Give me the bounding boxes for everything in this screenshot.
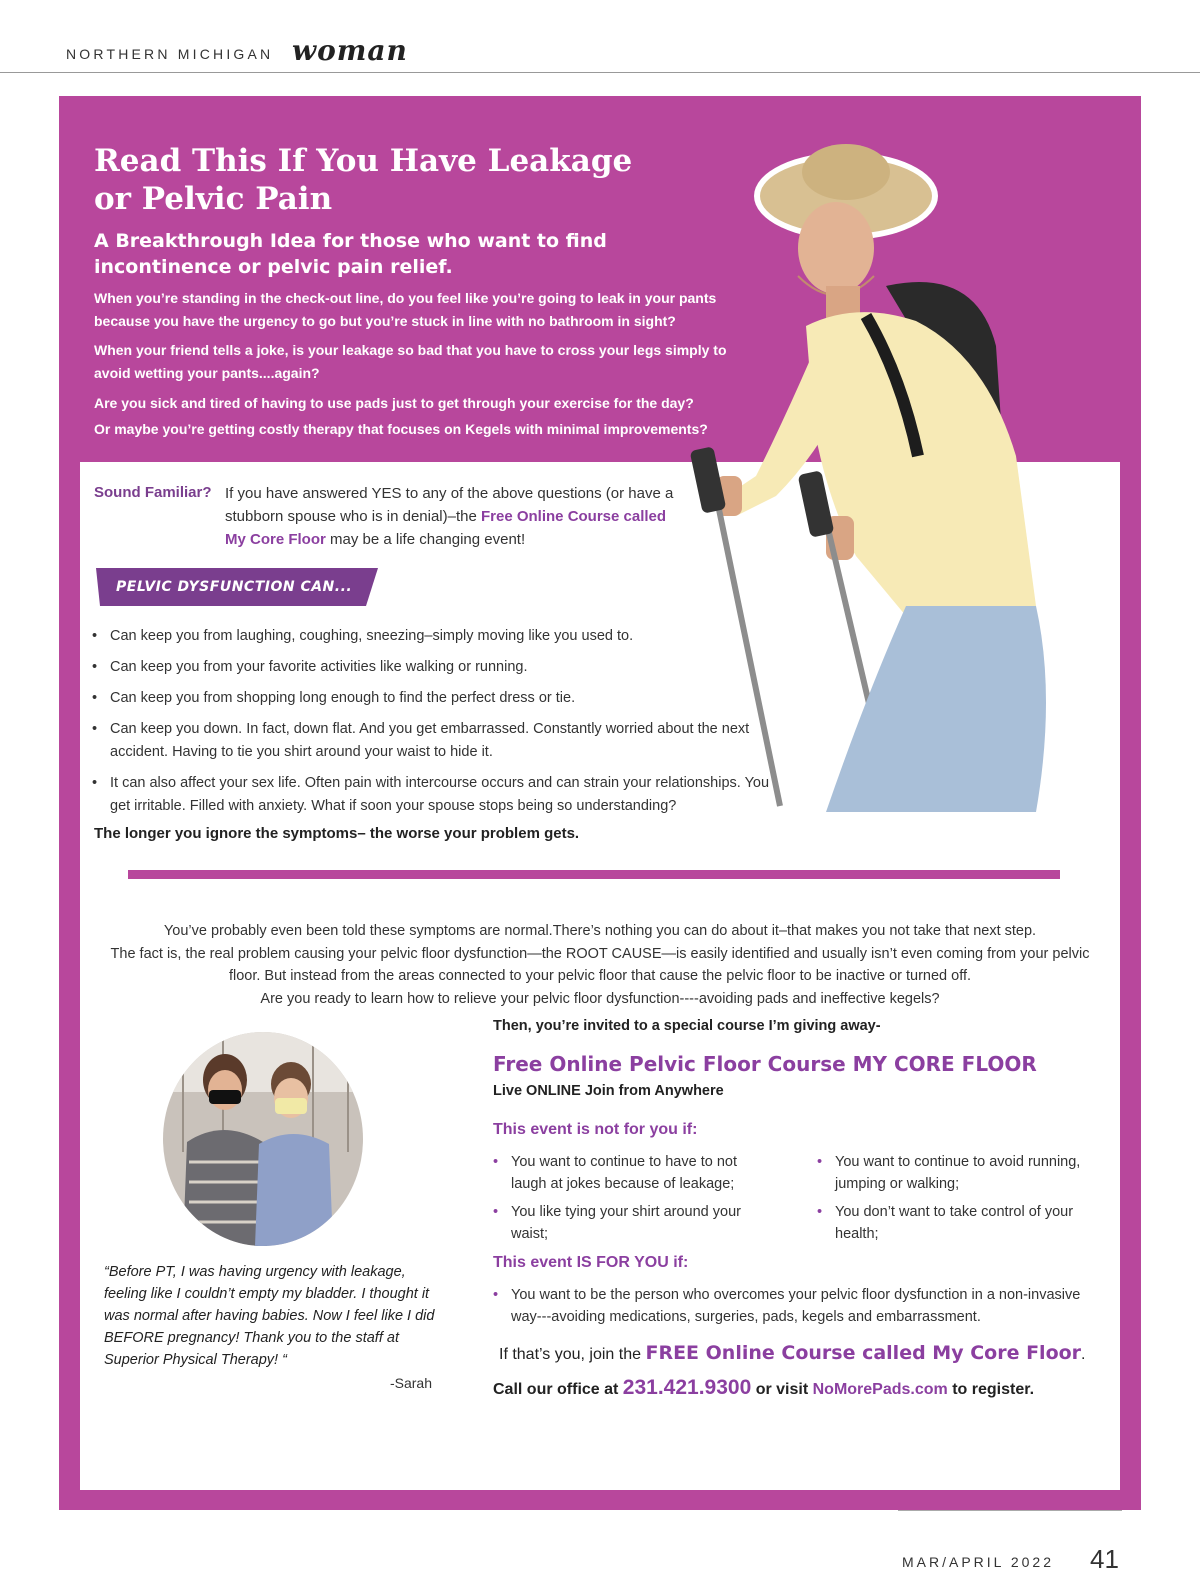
list-item: • Can keep you down. In fact, down flat. And you get embarrassed. Constantly worried about the next accident. Having to tie you shirt around your waist to hide it. xyxy=(92,718,772,764)
section-divider xyxy=(128,870,1060,879)
magazine-header xyxy=(0,0,1200,74)
question-4: Or maybe you’re getting costly therapy that focuses on Kegels with minimal improvements? xyxy=(94,421,708,437)
list-item: • Can keep you from laughing, coughing, sneezing–simply moving like you used to. xyxy=(92,625,772,648)
footer-rule xyxy=(898,1510,1122,1511)
magazine-script-logo: woman xyxy=(292,34,408,67)
course-live-text: Live ONLINE Join from Anywhere xyxy=(493,1083,724,1099)
not-for-you-heading: This event is not for you if: xyxy=(493,1121,698,1138)
list-item: • You don’t want to take control of your health; xyxy=(817,1201,1097,1245)
paragraph-line-3: Are you ready to learn how to relieve your pelvic floor dysfunction----avoiding pads and ineffective kegels? xyxy=(260,990,940,1007)
join-course-link: FREE Online Course called My Core Floor xyxy=(645,1342,1082,1364)
ad-title: Read This If You Have Leakage or Pelvic Pain xyxy=(94,143,633,217)
list-item: • You want to continue to avoid running, jumping or walking; xyxy=(817,1151,1097,1195)
intro-paragraph xyxy=(100,920,1100,1010)
testimonial-author: -Sarah xyxy=(389,1375,432,1391)
testimonial-photo xyxy=(163,1032,363,1246)
list-item: • Can keep you from your favorite activities like walking or running. xyxy=(92,656,772,679)
warning-text: The longer you ignore the symptoms– the worse your problem gets. xyxy=(94,825,580,842)
question-2: When your friend tells a joke, is your leakage so bad that you have to cross your legs simply to avoid wetting your pants....again? xyxy=(94,342,727,381)
ad-subtitle: A Breakthrough Idea for those who want to find incontinence or pelvic pain relief. xyxy=(94,230,607,278)
sound-familiar-text-after: may be a life changing event! xyxy=(325,531,526,548)
header-rule xyxy=(0,72,1200,73)
invite-text: Then, you’re invited to a special course I’m giving away- xyxy=(493,1018,881,1034)
list-item: • You like tying your shirt around your waist; xyxy=(493,1201,763,1245)
join-prefix: If that’s you, join the xyxy=(499,1346,646,1363)
page-number: 41 xyxy=(1090,1544,1119,1574)
call-mid: or visit xyxy=(751,1381,813,1398)
pelvic-dysfunction-banner xyxy=(96,568,378,606)
phone-number: 231.421.9300 xyxy=(622,1376,752,1399)
not-for-you-list-left xyxy=(493,1151,763,1251)
paragraph-line-2: The fact is, the real problem causing your pelvic floor dysfunction—the ROOT CAUSE—is easily identified and usually isn’t even coming from your pelvic floor. But instead from the areas connected to your pelvic floor that cause the pelvic floor to be inactive or turned off. xyxy=(110,945,1090,984)
sound-familiar-text-before: If you have answered YES to any of the above questions (or have a stubborn spouse who is in denial)–the xyxy=(225,485,674,525)
list-item: • You want to be the person who overcomes your pelvic floor dysfunction in a non-invasive way---avoiding medications, surgeries, pads, kegels and embarrassment. xyxy=(493,1284,1083,1328)
join-text xyxy=(499,1342,1086,1364)
list-item: • It can also affect your sex life. Often pain with intercourse occurs and can strain your relationships. You get irritable. Filled with anxiety. What if soon your spouse stops being so understanding? xyxy=(92,772,772,818)
question-1: When you’re standing in the check-out line, do you feel like you’re going to leak in your pants because you have the urgency to go but you’re stuck in line with no bathroom in sight? xyxy=(94,290,717,329)
call-to-action xyxy=(493,1376,1034,1400)
dysfunction-list xyxy=(92,625,772,826)
call-prefix: Call our office at xyxy=(493,1381,623,1398)
website-link: NoMorePads.com xyxy=(812,1381,948,1398)
banner-label: PELVIC DYSFUNCTION CAN... xyxy=(116,579,353,595)
list-item: • Can keep you from shopping long enough to find the perfect dress or tie. xyxy=(92,687,772,710)
sound-familiar-label: Sound Familiar? xyxy=(94,484,212,501)
question-3: Are you sick and tired of having to use pads just to get through your exercise for the day? xyxy=(94,395,694,411)
course-link-text: Free Online Course called My Core Floor xyxy=(225,508,667,548)
issue-date: MAR/APRIL 2022 xyxy=(902,1554,1054,1570)
for-you-list xyxy=(493,1284,1083,1334)
not-for-you-list-right xyxy=(817,1151,1097,1251)
sound-familiar-text xyxy=(225,482,685,551)
join-suffix: . xyxy=(1081,1346,1086,1363)
magazine-name: NORTHERN MICHIGAN xyxy=(66,46,274,62)
paragraph-line-1: You’ve probably even been told these symptoms are normal.There’s nothing you can do about it–that makes you not take that next step. xyxy=(163,923,1037,939)
course-title: Free Online Pelvic Floor Course MY CORE FLOOR xyxy=(493,1052,1037,1076)
list-item: • You want to continue to have to not laugh at jokes because of leakage; xyxy=(493,1151,763,1195)
call-suffix: to register. xyxy=(947,1381,1035,1398)
for-you-heading: This event IS FOR YOU if: xyxy=(493,1254,689,1271)
testimonial-quote: “Before PT, I was having urgency with leakage, feeling like I couldn’t empty my bladder. I thought it was normal after having babies. Now I feel like I did BEFORE pregnancy! Thank you to the staff at Superior Physical Therapy! “ xyxy=(104,1264,435,1368)
